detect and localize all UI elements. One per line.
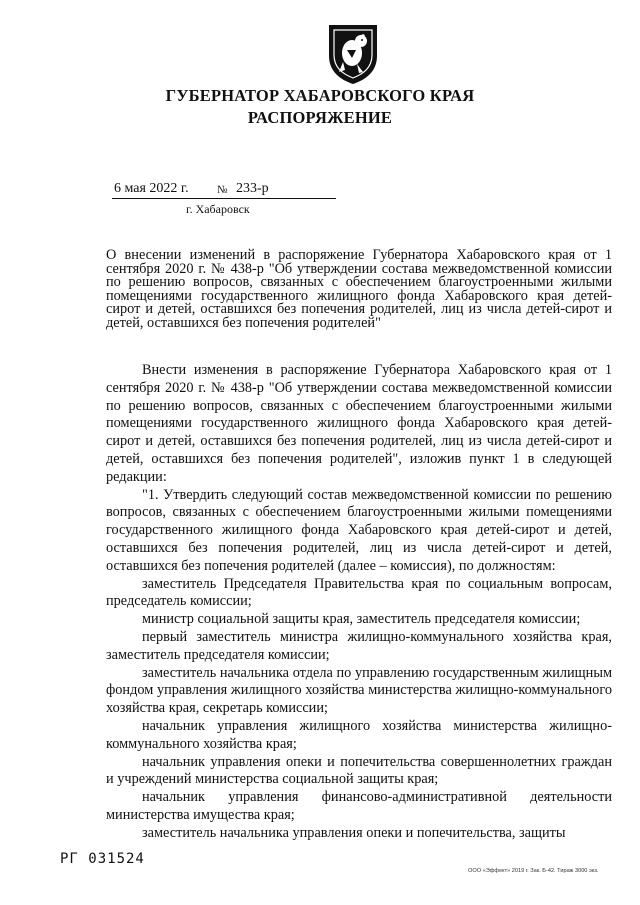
- date-number-line: [112, 181, 336, 199]
- body-paragraph: начальник управления жилищного хозяйства министерства жилищно-коммунального хозяйства края;: [106, 717, 612, 752]
- body-paragraph: первый заместитель министра жилищно-коммунального хозяйства края, заместитель председателя комиссии;: [106, 628, 612, 663]
- body-paragraph: начальник управления опеки и попечительства совершеннолетних граждан и учреждений министерства социальной защиты края;: [106, 753, 612, 788]
- body-paragraph: "1. Утвердить следующий состав межведомственной комиссии по решению вопросов, связанных с обеспечением благоустроенными жилыми помещениями государственного жилищного фонда Хабаровского края детей-сирот и детей, оставшихся без попечения родителей, лиц из числа детей-сирот и детей, оставшихся без попечения родителей (далее – комиссия), по должностям:: [106, 486, 612, 574]
- body-paragraph: Внести изменения в распоряжение Губернатора Хабаровского края от 1 сентября 2020 г. № 438-р "Об утверждении состава межведомственной комиссии по решению вопросов, связанных с обеспечением благоустроенными жилыми помещениями государственного жилищного фонда Хабаровского края детей-сирот и детей, оставшихся без попечения родителей, лиц из числа детей-сирот и детей, оставшихся без попечения родителей", изложив пункт 1 в следующей редакции:: [106, 362, 612, 485]
- body-paragraph: министр социальной защиты края, заместитель председателя комиссии;: [142, 611, 581, 628]
- document-date: 6 мая 2022 г.: [114, 181, 189, 196]
- document-title: О внесении изменений в распоряжение Губернатора Хабаровского края от 1 сентября 2020 г. № 438-р "Об утверждении состава межведомственной комиссии по решению вопросов, связанных с обеспечением благоустроенными жилыми помещениями государственного жилищного фонда Хабаровского края детей-сирот и детей, оставшихся без попечения родителей, лиц из числа детей-сирот и детей, оставшихся без попечения родителей": [106, 247, 612, 331]
- document-body: [106, 362, 612, 843]
- document-city: г. Хабаровск: [186, 202, 250, 216]
- form-serial-code: РГ 031524: [60, 851, 145, 867]
- number-sign: №: [217, 184, 228, 196]
- body-paragraph: начальник управления финансово-административной деятельности министерства имущества края;: [106, 789, 612, 823]
- document-type: РАСПОРЯЖЕНИЕ: [247, 108, 393, 127]
- body-paragraph: заместитель Председателя Правительства края по социальным вопросам, председатель комиссии;: [106, 575, 612, 610]
- body-paragraph: заместитель начальника отдела по управлению государственным жилищным фондом управления жилищного хозяйства министерства жилищно-коммунального хозяйства края, секретарь комиссии;: [106, 664, 612, 717]
- document-number: 233-р: [236, 181, 269, 196]
- coat-of-arms-icon: [325, 22, 381, 86]
- body-paragraph: заместитель начальника управления опеки и попечительства, защиты: [142, 824, 566, 841]
- issuer-title: ГУБЕРНАТОР ХАБАРОВСКОГО КРАЯ: [165, 86, 475, 105]
- printer-info: ООО «Эффект» 2019 г. Зак. Б-42. Тираж 3000 экз.: [468, 868, 599, 874]
